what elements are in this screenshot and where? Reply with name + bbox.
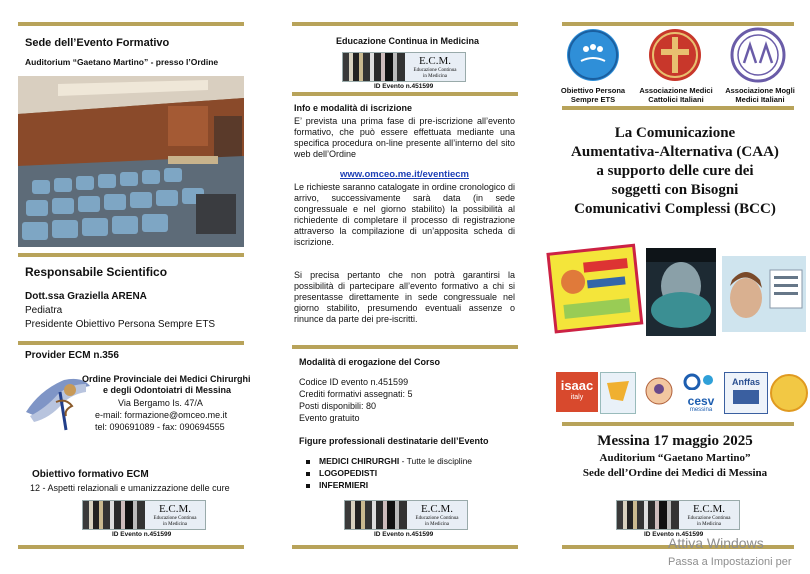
auditorium-photo bbox=[18, 76, 244, 247]
cesv-logo-text: cesv bbox=[687, 394, 715, 408]
watermark-line-2: Passa a Impostazioni per bbox=[668, 556, 792, 568]
title-line-3: a supporto delle cure dei bbox=[596, 163, 754, 179]
title-line-5: Comunicativi Complessi (BCC) bbox=[574, 201, 776, 217]
info-paragraph-1: E’ prevista una prima fase di pre-iscrizione all’evento formativo, che può essere effettuata mediante una specifica procedura on-line presente all’interno del sito web dell’Ordine bbox=[294, 116, 515, 159]
provider-org-line2: e degli Odontoiatri di Messina bbox=[103, 385, 232, 395]
ecm-logo-title: E.C.M. bbox=[692, 503, 726, 515]
logo3-label bbox=[712, 86, 808, 104]
column-left bbox=[0, 0, 270, 574]
ecm-people-image bbox=[83, 501, 145, 529]
event-place-2: Sede dell’Ordine dei Medici di Messina bbox=[582, 467, 768, 479]
isaac-logo-sub: italy bbox=[570, 394, 584, 401]
yellow-association-logo bbox=[770, 374, 808, 412]
anffas-logo bbox=[724, 372, 768, 414]
bottom-rule-left bbox=[18, 545, 244, 549]
regional-logo bbox=[644, 376, 674, 406]
list-item: LOGOPEDISTI bbox=[306, 467, 472, 479]
venue-subtitle: Auditorium “Gaetano Martino” - presso l’Ordine bbox=[25, 57, 219, 67]
ammi-logo bbox=[730, 27, 786, 83]
logo3-label-line2: Medici Italiani bbox=[735, 95, 785, 104]
ecm-logo-title: E.C.M. bbox=[158, 503, 192, 515]
title-line-2: Aumentativa-Alternativa (CAA) bbox=[571, 144, 779, 160]
sicilia-logo bbox=[600, 372, 636, 414]
info-paragraph-2: Le richieste saranno catalogate in ordine cronologico di arrivo, successivamente sarà data (in sede congressuale e nel giorno stabilito) la possibilità al richiedente di completare il processo di registrazione attraverso la compilazione di un’apposita scheda di iscrizione. bbox=[294, 182, 515, 247]
isaac-logo-text: isaac bbox=[560, 378, 594, 393]
rule-right-3 bbox=[562, 422, 794, 426]
omceo-link[interactable]: www.omceo.me.it/eventiecm bbox=[340, 169, 469, 180]
ecm-header: Educazione Continua in Medicina bbox=[336, 36, 480, 46]
resp-role: Pediatra bbox=[25, 305, 63, 316]
ecm-logo-sub1: Educazione Continua bbox=[415, 516, 459, 521]
logo3-label-line1: Associazione Mogli bbox=[725, 86, 795, 95]
windows-activation-watermark bbox=[668, 535, 792, 569]
venue-title: Sede dell’Evento Formativo bbox=[25, 37, 170, 49]
event-id-right: ID Evento n.451599 bbox=[644, 531, 704, 538]
objective-title: Obiettivo formativo ECM bbox=[32, 469, 149, 480]
ecm-people-image bbox=[345, 501, 407, 529]
column-middle bbox=[270, 0, 540, 574]
ecm-logo-sub2: in Medicina bbox=[424, 522, 450, 527]
modalita-title: Modalità di erogazione del Corso bbox=[299, 357, 441, 367]
watermark-line-1: Attiva Windows bbox=[668, 535, 764, 551]
isaac-logo bbox=[556, 372, 598, 412]
list-item: INFERMIERI bbox=[306, 479, 472, 491]
column-right bbox=[540, 0, 810, 574]
event-place-1: Auditorium “Gaetano Martino” bbox=[599, 452, 751, 464]
ecm-logo-right bbox=[616, 500, 740, 530]
resp-org: Presidente Obiettivo Persona Sempre ETS bbox=[25, 319, 216, 330]
event-title bbox=[540, 124, 810, 219]
modalita-line-3: Posti disponibili: 80 bbox=[299, 401, 377, 411]
ecm-logo-sub1: Educazione Continua bbox=[687, 516, 731, 521]
ecm-logo-sub2: in Medicina bbox=[422, 74, 448, 79]
ecm-people-image bbox=[617, 501, 679, 529]
top-rule-right bbox=[562, 22, 794, 26]
bottom-rule-mid bbox=[292, 545, 518, 549]
event-date: Messina 17 maggio 2025 bbox=[597, 433, 753, 449]
title-line-1: La Comunicazione bbox=[614, 125, 736, 141]
cover-collage-image bbox=[546, 240, 808, 342]
ecm-logo-title: E.C.M. bbox=[418, 55, 452, 67]
rule-3 bbox=[18, 341, 244, 345]
ecm-logo-sub2: in Medicina bbox=[696, 522, 722, 527]
ecm-logo-mid-bottom bbox=[344, 500, 468, 530]
modalita-line-2: Crediti formativi assegnati: 5 bbox=[299, 389, 413, 399]
top-rule-mid bbox=[292, 22, 518, 26]
provider-email: e-mail: formazione@omceo.me.it bbox=[95, 410, 228, 420]
ecm-logo-title: E.C.M. bbox=[420, 503, 454, 515]
rule-mid-2 bbox=[292, 92, 518, 96]
modalita-line-1: Codice ID evento n.451599 bbox=[299, 377, 409, 387]
ecm-logo-sub1: Educazione Continua bbox=[413, 68, 457, 73]
obiettivo-persona-logo bbox=[567, 29, 619, 81]
cesv-logo-sub: messina bbox=[689, 407, 713, 413]
logo2-label-line1: Associazione Medici bbox=[639, 86, 713, 95]
objective-text: 12 - Aspetti relazionali e umanizzazione delle cure bbox=[30, 483, 230, 493]
ecm-logo bbox=[82, 500, 206, 530]
logo1-label bbox=[550, 86, 636, 104]
modalita-line-4: Evento gratuito bbox=[299, 413, 360, 423]
anffas-logo-text: Anffas bbox=[731, 377, 760, 387]
provider-address: Via Bergamo Is. 47/A bbox=[118, 398, 203, 408]
event-id-left: ID Evento n.451599 bbox=[112, 531, 172, 538]
info-title: Info e modalità di iscrizione bbox=[294, 103, 413, 113]
info-paragraph-3: Si precisa pertanto che non potrà garantirsi la possibilità di partecipare all’evento formativo a chi si presentasse direttamente in sede congressuale nel giorno stabilito, presumendo eventuali assenze o rinunce da parte dei pre-iscritti. bbox=[294, 270, 515, 324]
cesv-logo bbox=[680, 372, 722, 412]
list-item: MEDICI CHIRURGHI - Tutte le discipline bbox=[306, 455, 472, 467]
provider-phone: tel: 090691089 - fax: 090694555 bbox=[95, 422, 225, 432]
rule-2 bbox=[18, 253, 244, 257]
logo2-label-line2: Cattolici Italiani bbox=[648, 95, 704, 104]
event-id-mid-top: ID Evento n.451599 bbox=[374, 83, 434, 90]
figure-list bbox=[306, 455, 472, 491]
ecm-logo-mid-top bbox=[342, 52, 466, 82]
ecm-logo-sub1: Educazione Continua bbox=[153, 516, 197, 521]
ecm-people-image bbox=[343, 53, 405, 81]
event-id-mid-bottom: ID Evento n.451599 bbox=[374, 531, 434, 538]
rule-right-2 bbox=[562, 106, 794, 110]
resp-name: Dott.ssa Graziella ARENA bbox=[25, 291, 147, 302]
figure-title: Figure professionali destinatarie dell’Evento bbox=[299, 436, 489, 446]
logo1-label-line2: Sempre ETS bbox=[570, 95, 616, 104]
amci-logo bbox=[647, 27, 703, 83]
ecm-logo-sub2: in Medicina bbox=[162, 522, 188, 527]
logo1-label-line1: Obiettivo Persona bbox=[560, 86, 626, 95]
provider-org-line1: Ordine Provinciale dei Medici Chirurghi bbox=[82, 374, 251, 384]
top-rule bbox=[18, 22, 244, 26]
provider-title: Provider ECM n.356 bbox=[25, 350, 119, 361]
title-line-4: soggetti con Bisogni bbox=[611, 182, 739, 198]
info-link-wrap bbox=[294, 169, 515, 180]
logo2-label bbox=[628, 86, 724, 104]
rule-mid-3 bbox=[292, 345, 518, 349]
resp-title: Responsabile Scientifico bbox=[25, 265, 168, 279]
